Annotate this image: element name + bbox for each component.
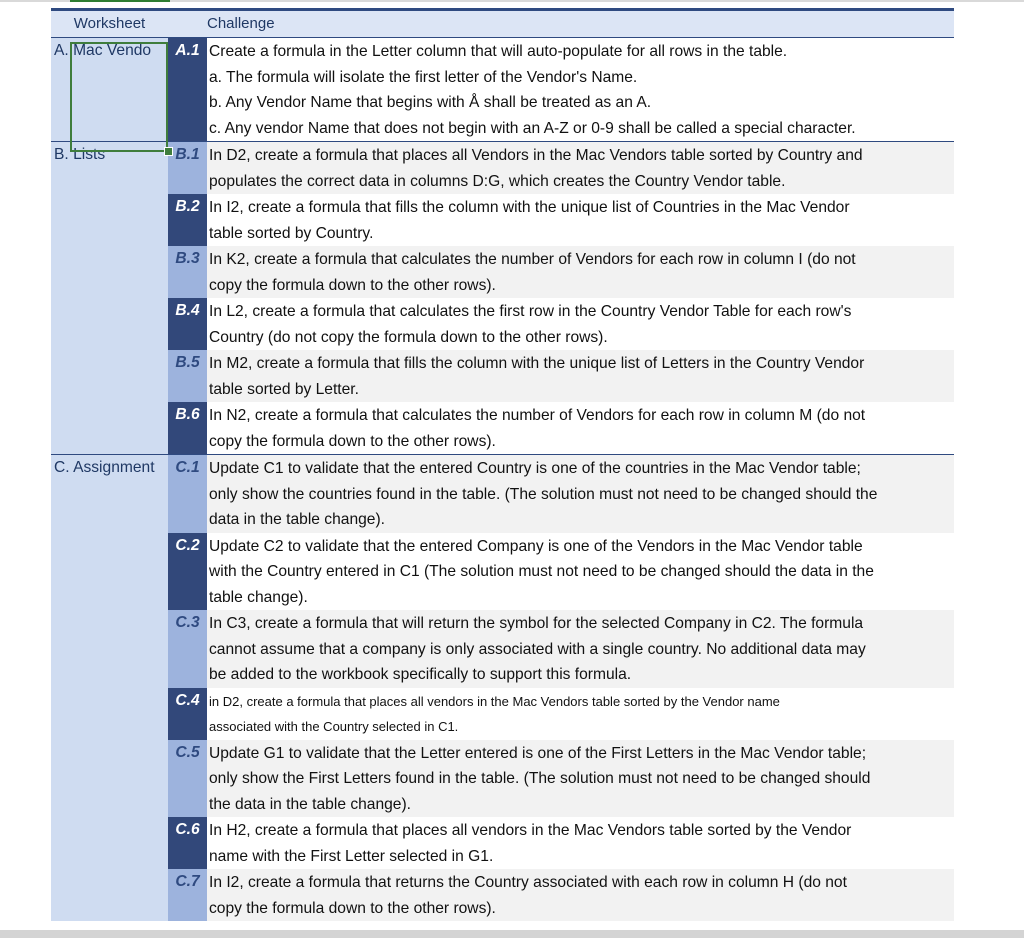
challenge-text-line: In N2, create a formula that calculates the number of Vendors for each row in column M (do not bbox=[209, 407, 866, 424]
challenge-text-line: Update C2 to validate that the entered Company is one of the Vendors in the Mac Vendor table bbox=[209, 537, 863, 555]
active-tab-indicator bbox=[70, 0, 170, 2]
challenge-text-line: Update G1 to validate that the Letter entered is one of the First Letters in the Mac Vendor table; bbox=[209, 744, 867, 762]
challenge-text-line: table sorted by Letter. bbox=[209, 380, 359, 398]
challenge-id-cell[interactable]: B.2 bbox=[168, 194, 207, 246]
challenge-text-line: table sorted by Country. bbox=[209, 224, 374, 242]
worksheet-label: A. Mac Vendo bbox=[54, 42, 152, 59]
challenge-id-cell[interactable]: B.6 bbox=[168, 402, 207, 454]
challenge-text-line: copy the formula down to the other rows). bbox=[209, 276, 496, 294]
challenge-text-line: In M2, create a formula that fills the column with the unique list of Letters in the Country Vendor bbox=[209, 355, 865, 372]
challenge-text-line: only show the countries found in the table. (The solution must not need to be changed should the bbox=[209, 485, 878, 503]
challenge-text-line: a. The formula will isolate the first letter of the Vendor's Name. bbox=[209, 68, 638, 86]
challenge-row bbox=[51, 246, 954, 298]
challenge-row bbox=[51, 533, 954, 611]
challenge-id-cell[interactable]: A.1 bbox=[168, 38, 207, 141]
challenge-text-line: populates the correct data in columns D:G, which creates the Country Vendor table. bbox=[209, 172, 786, 190]
worksheet-section bbox=[51, 38, 954, 142]
challenge-text-line: In K2, create a formula that calculates the number of Vendors for each row in column I (do not bbox=[209, 251, 856, 268]
challenge-row bbox=[51, 869, 954, 921]
challenge-text-cell[interactable] bbox=[207, 869, 954, 921]
challenge-text-line: cannot assume that a company is only associated with a single country. No additional data may bbox=[209, 640, 866, 658]
challenge-text-line: In H2, create a formula that places all vendors in the Mac Vendors table sorted by the Vendor bbox=[209, 822, 852, 839]
challenge-id-cell[interactable]: C.4 bbox=[168, 688, 207, 740]
challenge-row bbox=[51, 350, 954, 402]
challenge-id-cell[interactable]: C.1 bbox=[168, 455, 207, 533]
challenge-id-cell[interactable]: C.7 bbox=[168, 869, 207, 921]
challenge-row bbox=[51, 194, 954, 246]
challenge-text-line: b. Any Vendor Name that begins with Å shall be treated as an A. bbox=[209, 94, 652, 111]
worksheet-section bbox=[51, 142, 954, 455]
challenge-text-cell[interactable] bbox=[207, 817, 954, 869]
challenge-text-line: c. Any vendor Name that does not begin with an A-Z or 0-9 shall be called a special character. bbox=[209, 119, 856, 137]
challenge-text-cell[interactable] bbox=[207, 533, 954, 611]
challenge-text-line: Country (do not copy the formula down to the other rows). bbox=[209, 328, 608, 346]
challenge-text-line: In C3, create a formula that will return the symbol for the selected Company in C2. The formula bbox=[209, 615, 864, 632]
challenge-row bbox=[51, 402, 954, 454]
challenge-text-line: copy the formula down to the other rows). bbox=[209, 432, 496, 450]
challenge-text-cell[interactable] bbox=[207, 455, 954, 533]
fill-handle[interactable] bbox=[164, 147, 173, 156]
challenge-id-cell[interactable]: B.4 bbox=[168, 298, 207, 350]
challenge-text-line: data in the table change). bbox=[209, 511, 385, 528]
challenge-text-cell[interactable] bbox=[207, 298, 954, 350]
horizontal-scrollbar[interactable] bbox=[0, 930, 1024, 938]
challenge-table bbox=[51, 8, 954, 921]
challenge-id-cell[interactable]: B.5 bbox=[168, 350, 207, 402]
challenge-row bbox=[51, 817, 954, 869]
challenge-text-cell[interactable] bbox=[207, 142, 954, 194]
challenge-text-line: in D2, create a formula that places all vendors in the Mac Vendors table sorted by the Vendor name bbox=[209, 693, 780, 709]
challenge-text-cell[interactable] bbox=[207, 350, 954, 402]
challenge-id-cell[interactable]: C.5 bbox=[168, 740, 207, 818]
challenge-row bbox=[51, 142, 954, 194]
worksheet-section bbox=[51, 455, 954, 921]
challenge-row bbox=[51, 298, 954, 350]
challenge-text-cell[interactable] bbox=[207, 402, 954, 454]
worksheet-label: B. Lists bbox=[54, 146, 106, 163]
challenge-row bbox=[51, 740, 954, 818]
challenge-text-line: In L2, create a formula that calculates the first row in the Country Vendor Table for each row's bbox=[209, 303, 852, 320]
challenge-text-cell[interactable] bbox=[207, 610, 954, 688]
challenge-text-line: table change). bbox=[209, 588, 308, 606]
challenge-id-cell[interactable]: C.3 bbox=[168, 610, 207, 688]
challenge-text-line: Update C1 to validate that the entered Country is one of the countries in the Mac Vendor table; bbox=[209, 460, 861, 477]
challenge-row bbox=[51, 38, 954, 141]
challenge-text-line: copy the formula down to the other rows). bbox=[209, 899, 496, 917]
challenge-row bbox=[51, 455, 954, 533]
challenge-text-cell[interactable] bbox=[207, 246, 954, 298]
challenge-text-line: with the Country entered in C1 (The solution must not need to be changed should the data in the bbox=[209, 563, 874, 580]
table-header bbox=[51, 8, 954, 38]
worksheet-label: C. Assignment bbox=[54, 459, 155, 476]
challenge-text-line: Create a formula in the Letter column that will auto-populate for all rows in the table. bbox=[209, 43, 788, 60]
table-body bbox=[51, 38, 954, 921]
worksheet-column-header[interactable]: Worksheet bbox=[73, 15, 146, 32]
challenge-text-line: name with the First Letter selected in G1. bbox=[209, 847, 494, 865]
challenge-row bbox=[51, 610, 954, 688]
challenge-text-line: associated with the Country selected in C1. bbox=[209, 719, 459, 734]
challenge-text-cell[interactable] bbox=[207, 38, 954, 141]
challenge-column-header[interactable]: Challenge bbox=[207, 15, 275, 32]
challenge-text-line: only show the First Letters found in the table. (The solution must not need to be changed should bbox=[209, 770, 871, 787]
challenge-text-line: In I2, create a formula that returns the Country associated with each row in column H (do not bbox=[209, 874, 847, 891]
challenge-id-cell[interactable]: C.6 bbox=[168, 817, 207, 869]
challenge-text-line: be added to the workbook specifically to support this formula. bbox=[209, 666, 632, 683]
challenge-text-line: In D2, create a formula that places all Vendors in the Mac Vendors table sorted by Country and bbox=[209, 147, 863, 164]
challenge-row bbox=[51, 688, 954, 740]
challenge-text-line: the data in the table change). bbox=[209, 795, 412, 813]
challenge-id-cell[interactable]: B.3 bbox=[168, 246, 207, 298]
challenge-id-cell[interactable]: C.2 bbox=[168, 533, 207, 611]
challenge-text-cell[interactable] bbox=[207, 688, 954, 740]
challenge-text-cell[interactable] bbox=[207, 740, 954, 818]
challenge-id-cell[interactable]: B.1 bbox=[168, 142, 207, 194]
challenge-text-cell[interactable] bbox=[207, 194, 954, 246]
challenge-text-line: In I2, create a formula that fills the column with the unique list of Countries in the Mac Vendor bbox=[209, 199, 850, 216]
